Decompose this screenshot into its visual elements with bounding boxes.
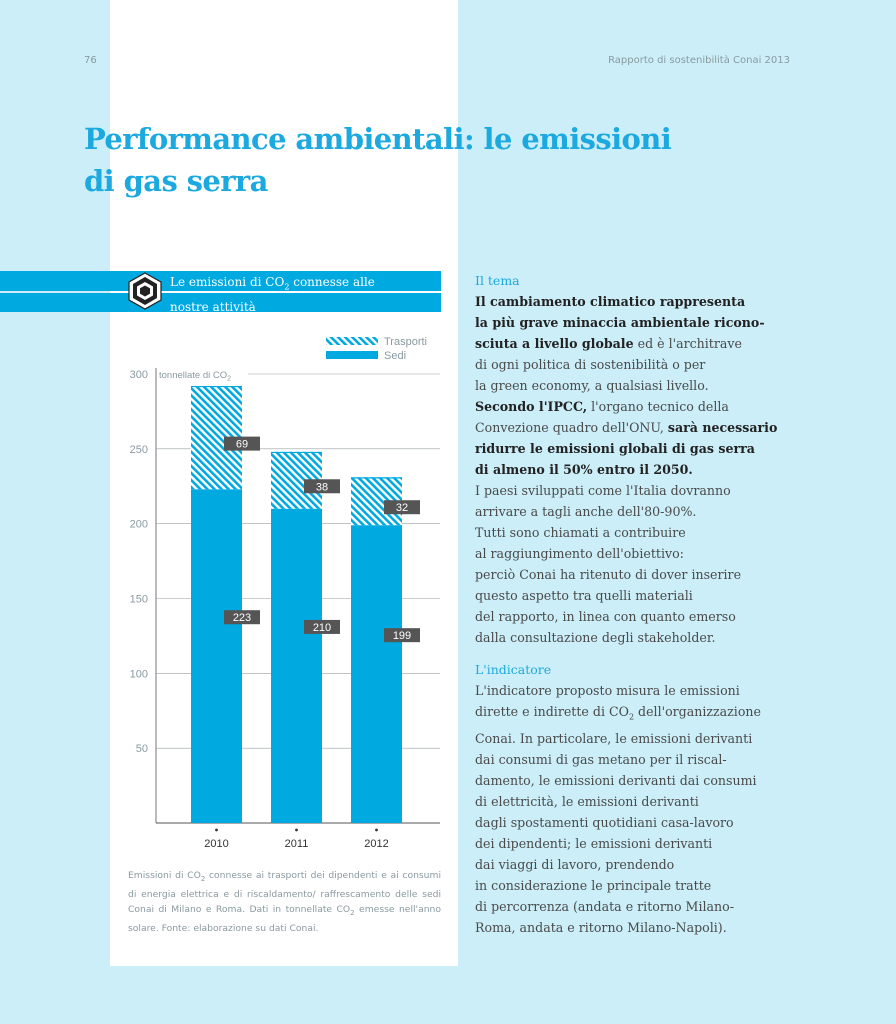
paragraph-line: questo aspetto tra quelli materiali — [475, 588, 693, 603]
legend-label-sedi: Sedi — [384, 350, 407, 362]
paragraph-line: I paesi sviluppati come l'Italia dovranno — [475, 483, 731, 498]
paragraph-line: dalla consultazione degli stakeholder. — [475, 630, 716, 645]
running-title: Rapporto di sostenibilità Conai 2013 — [608, 55, 790, 66]
paragraph-line: di elettricità, le emissioni derivanti — [475, 793, 699, 809]
x-tick-dot — [375, 829, 378, 832]
box-title-line-2: nostre attività — [170, 300, 256, 315]
paragraph-line: di ogni politica di sostenibilità o per — [475, 357, 706, 372]
box-title-line-1: Le emissioni di $CO_2$ connesse alle — [170, 275, 375, 292]
paragraph-line: Convezione quadro dell'ONU, sarà necessario — [475, 420, 778, 435]
paragraph-line: Il cambiamento climatico rappresenta — [475, 294, 746, 309]
section-heading-il-tema: Il tema — [475, 273, 520, 288]
emissions-bar-chart — [110, 330, 458, 860]
paragraph-line: Tutti sono chiamati a contribuire — [475, 525, 686, 540]
hexagon-badge-icon — [127, 272, 163, 310]
paragraph-line: perciò Conai ha ritenuto di dover inserire — [475, 567, 742, 582]
legend-swatch-trasporti — [326, 337, 378, 345]
bar-sedi-2011 — [271, 509, 322, 823]
value-label-trasporti-2012: 32 — [395, 502, 409, 515]
paragraph-line: Conai. In particolare, le emissioni derivanti — [475, 730, 753, 746]
paragraph-line: sciuta a livello globale ed è l'architrave — [475, 336, 742, 351]
y-tick-label: 100 — [129, 668, 148, 681]
bar-sedi-2012 — [351, 525, 402, 823]
paragraph-line: arrivare a tagli anche dell'80-90%. — [475, 504, 697, 519]
bar-sedi-2010 — [191, 489, 242, 823]
paragraph-line: di percorrenza (andata e ritorno Milano- — [475, 898, 734, 914]
chart-caption: Emissioni di $CO_2$ connesse ai trasporti dei dipendenti e ai consumi di energia elettrica e di riscaldamento/ raffrescamento delle sedi Conai di Milano e Roma. Dati in tonnellate $CO_2$ emesse nell'anno solare. Fonte: elaborazione su dati Conai. — [128, 870, 441, 934]
paragraph-line: di almeno il 50% entro il 2050. — [475, 462, 693, 477]
legend-label-trasporti: Trasporti — [384, 336, 427, 348]
paragraph-line: la più grave minaccia ambientale ricono- — [475, 315, 765, 330]
paragraph-line: Roma, andata e ritorno Milano-Napoli). — [475, 919, 727, 935]
paragraph-line: dirette e indirette di $CO_2$ dell'organizzazione — [475, 704, 761, 722]
page-title — [84, 118, 724, 202]
y-tick-label: 200 — [129, 518, 148, 531]
value-label-trasporti-2010: 69 — [235, 438, 249, 451]
y-tick-label: 50 — [135, 743, 148, 756]
value-label-sedi-2010: 223 — [232, 612, 252, 625]
x-tick-label-2012: 2012 — [364, 838, 389, 850]
box-title — [170, 272, 430, 318]
title-line-1: Performance ambientali: le emissioni — [84, 122, 672, 156]
paragraph-line: damento, le emissioni derivanti dai consumi — [475, 772, 757, 788]
paragraph-line: la green economy, a qualsiasi livello. — [475, 378, 709, 393]
y-axis-unit-label: tonnellate di $CO_2$ — [159, 370, 232, 383]
paragraph-line: ridurre le emissioni globali di gas serra — [475, 441, 755, 456]
page-number: 76 — [84, 55, 97, 66]
y-tick-label: 250 — [129, 443, 148, 456]
y-tick-label: 150 — [129, 593, 148, 606]
paragraph-line: dei dipendenti; le emissioni derivanti — [475, 835, 713, 851]
paragraph-line: al raggiungimento dell'obiettivo: — [475, 546, 684, 561]
paragraph-line: dagli spostamenti quotidiani casa-lavoro — [475, 814, 734, 830]
value-label-trasporti-2011: 38 — [315, 481, 329, 494]
x-tick-label-2011: 2011 — [284, 838, 309, 850]
paragraph-line: Secondo l'IPCC, l'organo tecnico della — [475, 399, 729, 414]
x-tick-dot — [215, 829, 218, 832]
section-heading-indicatore: L'indicatore — [475, 662, 552, 677]
paragraph-line: in considerazione le principale tratte — [475, 877, 712, 893]
x-tick-label-2010: 2010 — [204, 838, 229, 850]
paragraph-line: del rapporto, in linea con quanto emerso — [475, 609, 736, 624]
title-line-2: di gas serra — [84, 164, 268, 198]
legend-swatch-sedi — [326, 351, 378, 359]
x-tick-dot — [295, 829, 298, 832]
paragraph-line: dai consumi di gas metano per il riscal- — [475, 751, 727, 767]
value-label-sedi-2012: 199 — [392, 630, 412, 643]
text-column — [475, 270, 795, 938]
paragraph-line: L'indicatore proposto misura le emissioni — [475, 683, 740, 698]
paragraph-line: dai viaggi di lavoro, prendendo — [475, 856, 675, 872]
y-tick-label: 300 — [129, 369, 148, 381]
value-label-sedi-2011: 210 — [312, 621, 332, 634]
